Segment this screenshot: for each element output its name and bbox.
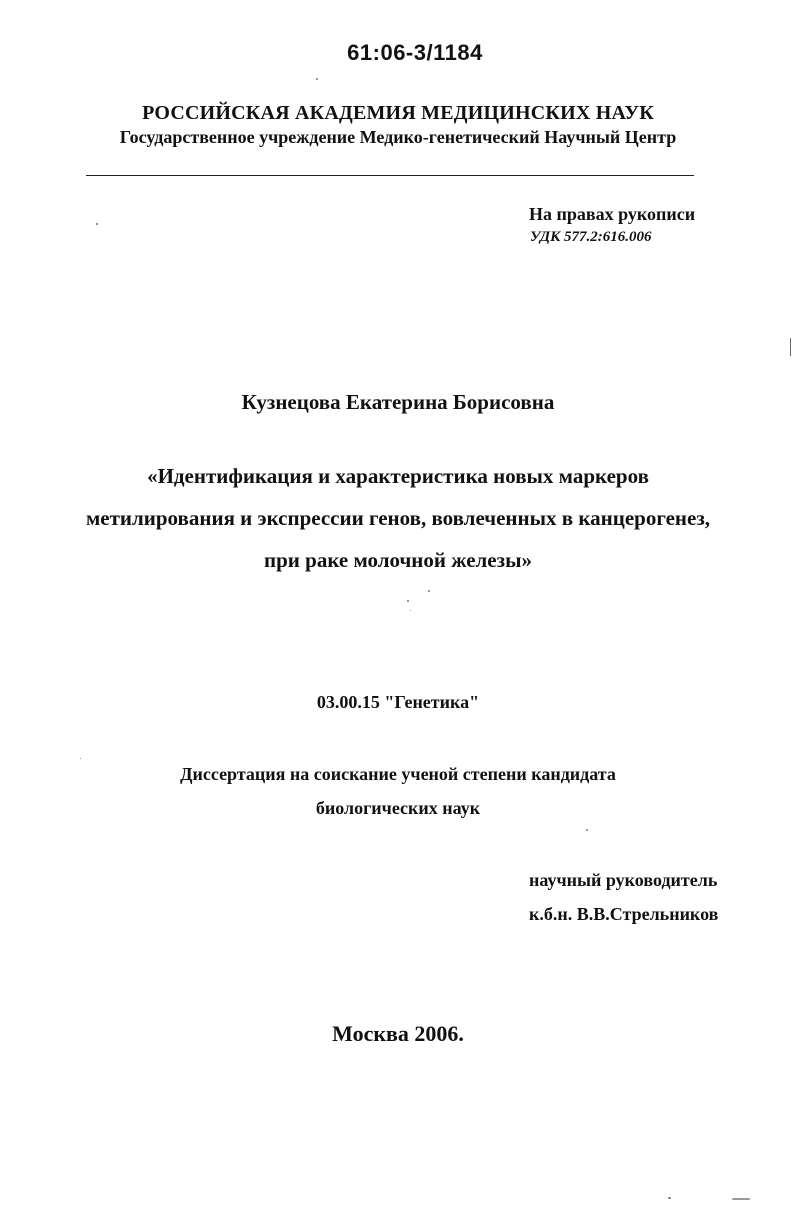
scan-speck bbox=[316, 78, 318, 80]
thesis-title-line-2: метилирования и экспрессии генов, вовлеченных в канцерогенез, bbox=[85, 506, 711, 530]
supervisor-name: к.б.н. В.В.Стрельников bbox=[529, 904, 719, 924]
author-name: Кузнецова Екатерина Борисовна bbox=[241, 390, 555, 414]
city-and-year: Москва 2006. bbox=[332, 1021, 464, 1046]
scan-speck bbox=[732, 1198, 750, 1200]
manuscript-rights-label: На правах рукописи bbox=[529, 204, 696, 224]
scan-speck bbox=[410, 610, 411, 611]
header-divider bbox=[86, 175, 694, 176]
scan-speck bbox=[96, 223, 98, 225]
scan-speck bbox=[407, 600, 409, 602]
supervisor-label: научный руководитель bbox=[529, 870, 718, 890]
thesis-title-line-1: «Идентификация и характеристика новых маркеров bbox=[147, 464, 649, 488]
scan-speck bbox=[586, 829, 588, 831]
institution-name: Государственное учреждение Медико-генетический Научный Центр bbox=[119, 127, 677, 147]
scan-speck bbox=[668, 1197, 671, 1199]
udc-code: УДК 577.2:616.006 bbox=[530, 229, 652, 245]
scan-speck bbox=[80, 758, 81, 759]
specialty-code: 03.00.15 "Генетика" bbox=[316, 692, 480, 712]
degree-statement-line-2: биологических наук bbox=[315, 798, 481, 818]
academy-name: РОССИЙСКАЯ АКАДЕМИЯ МЕДИЦИНСКИХ НАУК bbox=[142, 102, 654, 124]
archive-stamp-number: 61:06-3/1184 bbox=[347, 40, 483, 65]
scan-edge-mark bbox=[790, 338, 791, 356]
degree-statement-line-1: Диссертация на соискание ученой степени кандидата bbox=[180, 764, 616, 784]
thesis-title-line-3: при раке молочной железы» bbox=[264, 548, 532, 572]
scan-speck bbox=[428, 590, 430, 592]
